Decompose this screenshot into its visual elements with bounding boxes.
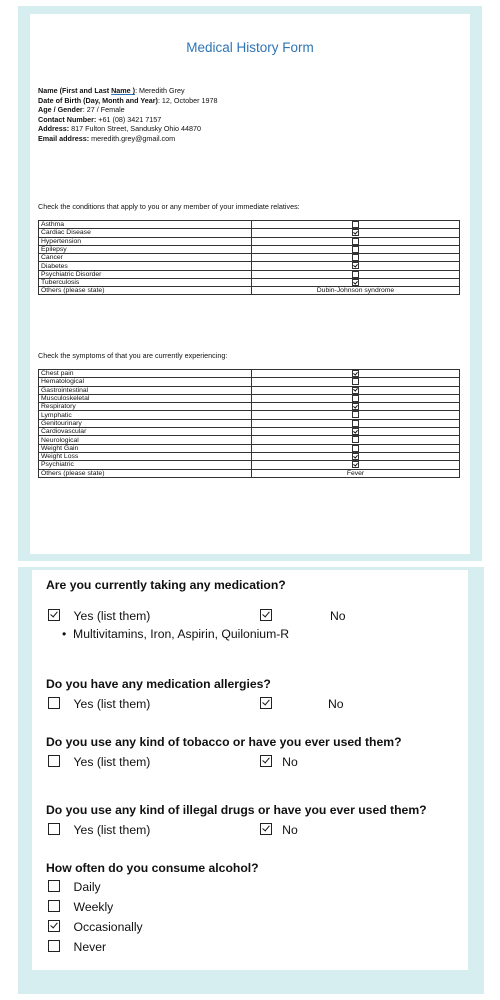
checkbox-icon[interactable]	[352, 246, 359, 253]
conditions-label: Asthma	[39, 221, 252, 229]
medication-no[interactable]: No	[260, 609, 346, 623]
drugs-yes[interactable]: Yes (list them)	[48, 823, 150, 837]
conditions-lead: Check the conditions that apply to you or any member of your immediate relatives:	[38, 202, 300, 211]
symptoms-label: Weight Loss	[39, 452, 252, 460]
checkbox-icon[interactable]	[352, 403, 359, 410]
conditions-row	[39, 229, 460, 237]
conditions-other-value[interactable]: Dubin-Johnson syndrome	[252, 287, 460, 295]
symptoms-checkbox-cell	[252, 461, 460, 469]
symptoms-label: Genitourinary	[39, 419, 252, 427]
conditions-row	[39, 270, 460, 278]
symptoms-checkbox-cell	[252, 386, 460, 394]
symptoms-label: Hematological	[39, 378, 252, 386]
tobacco-no[interactable]: No	[260, 755, 298, 769]
symptoms-table	[38, 369, 460, 478]
symptoms-row	[39, 444, 460, 452]
alcohol-question: How often do you consume alcohol?	[46, 861, 259, 875]
email-line: Email address: meredith.grey@gmail.com	[38, 133, 176, 143]
conditions-label: Cancer	[39, 254, 252, 262]
symptoms-other-value[interactable]: Fever	[252, 469, 460, 477]
alcohol-option-daily[interactable]: Daily	[48, 880, 101, 894]
symptoms-row	[39, 436, 460, 444]
medication-yes[interactable]: Yes (list them)	[48, 609, 150, 623]
symptoms-label: Respiratory	[39, 403, 252, 411]
checkbox-icon[interactable]	[352, 378, 359, 385]
symptoms-checkbox-cell	[252, 452, 460, 460]
symptoms-label: Gastrointestinal	[39, 386, 252, 394]
conditions-checkbox-cell	[252, 221, 460, 229]
conditions-row	[39, 279, 460, 287]
alcohol-option-occasionally[interactable]: Occasionally	[48, 920, 143, 934]
conditions-checkbox-cell	[252, 245, 460, 253]
conditions-label: Diabetes	[39, 262, 252, 270]
symptoms-checkbox-cell	[252, 419, 460, 427]
checkbox-icon[interactable]	[352, 436, 359, 443]
symptoms-label: Musculoskeletal	[39, 394, 252, 402]
symptoms-label: Psychiatric	[39, 461, 252, 469]
address-line: Address: 817 Fulton Street, Sandusky Ohio 44870	[38, 124, 202, 134]
checkbox-icon[interactable]	[352, 428, 359, 435]
checkbox-icon[interactable]	[48, 755, 60, 767]
conditions-row	[39, 254, 460, 262]
checkbox-icon[interactable]	[352, 370, 359, 377]
conditions-label: Hypertension	[39, 237, 252, 245]
symptoms-row	[39, 452, 460, 460]
checkbox-icon[interactable]	[352, 445, 359, 452]
checkbox-icon[interactable]	[352, 420, 359, 427]
conditions-checkbox-cell	[252, 229, 460, 237]
symptoms-row	[39, 428, 460, 436]
symptoms-lead: Check the symptoms of that you are currently experiencing:	[38, 351, 228, 360]
symptoms-row	[39, 394, 460, 402]
symptoms-checkbox-cell	[252, 394, 460, 402]
symptoms-label: Lymphatic	[39, 411, 252, 419]
checkbox-icon[interactable]	[48, 900, 60, 912]
name-line: Name (First and Last Name ): Meredith Grey	[38, 86, 185, 95]
symptoms-checkbox-cell	[252, 428, 460, 436]
age-line: Age / Gender: 27 / Female	[38, 105, 125, 115]
conditions-other-row	[39, 287, 460, 295]
medication-question: Are you currently taking any medication?	[46, 578, 286, 592]
conditions-other-label: Others (please state)	[39, 287, 252, 295]
symptoms-row	[39, 386, 460, 394]
symptoms-row	[39, 378, 460, 386]
checkbox-icon[interactable]	[352, 453, 359, 460]
symptoms-checkbox-cell	[252, 370, 460, 378]
symptoms-label: Neurological	[39, 436, 252, 444]
checkbox-icon[interactable]	[48, 940, 60, 952]
checkbox-icon[interactable]	[352, 254, 359, 261]
checkbox-icon[interactable]	[352, 262, 359, 269]
contact-line: Contact Number: +61 (08) 3421 7157	[38, 114, 162, 124]
alcohol-option-never[interactable]: Never	[48, 940, 106, 954]
conditions-table	[38, 220, 460, 295]
symptoms-label: Weight Gain	[39, 444, 252, 452]
tobacco-question: Do you use any kind of tobacco or have you ever used them?	[46, 735, 402, 749]
symptoms-checkbox-cell	[252, 444, 460, 452]
conditions-checkbox-cell	[252, 237, 460, 245]
conditions-row	[39, 237, 460, 245]
symptoms-label: Cardiovascular	[39, 428, 252, 436]
checkbox-icon[interactable]	[48, 920, 60, 932]
checkbox-icon[interactable]	[352, 387, 359, 394]
checkbox-icon[interactable]	[260, 823, 272, 835]
conditions-row	[39, 221, 460, 229]
symptoms-checkbox-cell	[252, 411, 460, 419]
symptoms-row	[39, 461, 460, 469]
checkbox-icon[interactable]	[48, 609, 60, 621]
checkbox-icon[interactable]	[352, 411, 359, 418]
checkbox-icon[interactable]	[352, 229, 359, 236]
checkbox-icon[interactable]	[260, 755, 272, 767]
form-title: Medical History Form	[186, 40, 314, 55]
patient-info	[38, 86, 217, 144]
conditions-row	[39, 245, 460, 253]
tobacco-yes[interactable]: Yes (list them)	[48, 755, 150, 769]
symptoms-checkbox-cell	[252, 436, 460, 444]
checkbox-icon[interactable]	[48, 880, 60, 892]
symptoms-row	[39, 419, 460, 427]
conditions-label: Psychiatric Disorder	[39, 270, 252, 278]
symptoms-row	[39, 411, 460, 419]
drugs-question: Do you use any kind of illegal drugs or have you ever used them?	[46, 803, 427, 817]
conditions-label: Cardiac Disease	[39, 229, 252, 237]
checkbox-icon[interactable]	[352, 279, 359, 286]
conditions-label: Tuberculosis	[39, 279, 252, 287]
allergies-no[interactable]: No	[260, 697, 344, 711]
checkbox-icon[interactable]	[352, 238, 359, 245]
allergies-yes[interactable]: Yes (list them)	[48, 697, 150, 711]
dob-line: Date of Birth (Day, Month and Year): 12, October 1978	[38, 95, 218, 105]
symptoms-checkbox-cell	[252, 378, 460, 386]
checkbox-icon[interactable]	[260, 697, 272, 709]
conditions-label: Epilepsy	[39, 245, 252, 253]
conditions-checkbox-cell	[252, 262, 460, 270]
symptoms-other-label: Others (please state)	[39, 469, 252, 477]
allergies-question: Do you have any medication allergies?	[46, 677, 271, 691]
conditions-row	[39, 262, 460, 270]
drugs-no[interactable]: No	[260, 823, 298, 837]
symptoms-other-row	[39, 469, 460, 477]
checkbox-icon[interactable]	[352, 395, 359, 402]
checkbox-icon[interactable]	[352, 221, 359, 228]
conditions-checkbox-cell	[252, 254, 460, 262]
alcohol-option-weekly[interactable]: Weekly	[48, 900, 113, 914]
checkbox-icon[interactable]	[48, 823, 60, 835]
medication-list: • Multivitamins, Iron, Aspirin, Quilonium-R	[62, 627, 290, 641]
symptoms-row	[39, 370, 460, 378]
symptoms-row	[39, 403, 460, 411]
conditions-checkbox-cell	[252, 279, 460, 287]
checkbox-icon[interactable]	[352, 271, 359, 278]
checkbox-icon[interactable]	[352, 461, 359, 468]
checkbox-icon[interactable]	[48, 697, 60, 709]
form-page-1	[30, 14, 470, 554]
checkbox-icon[interactable]	[260, 609, 272, 621]
conditions-checkbox-cell	[252, 270, 460, 278]
symptoms-label: Chest pain	[39, 370, 252, 378]
symptoms-checkbox-cell	[252, 403, 460, 411]
